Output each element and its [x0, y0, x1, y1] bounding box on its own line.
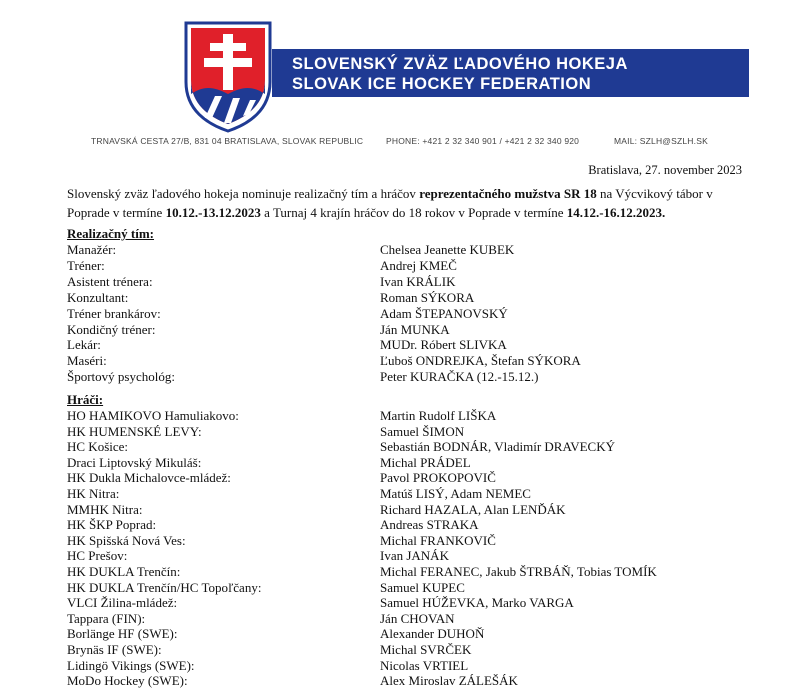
address-text: TRNAVSKÁ CESTA 27/B, 831 04 BRATISLAVA, SLOVAK REPUBLIC	[91, 136, 364, 146]
player-club: Draci Liptovský Mikuláš:	[67, 454, 202, 470]
mail-text: MAIL: SZLH@SZLH.SK	[614, 136, 708, 146]
staff-name: MUDr. Róbert SLIVKA	[380, 337, 507, 353]
player-row	[67, 439, 747, 455]
player-club: HO HAMIKOVO Hamuliakovo:	[67, 408, 239, 423]
staff-row	[67, 353, 747, 369]
staff-role: Športový psychológ:	[67, 369, 175, 385]
staff-role: Asistent trénera:	[67, 273, 153, 289]
player-names: Michal PRÁDEL	[380, 454, 471, 470]
player-club: Brynäs IF (SWE):	[67, 642, 162, 657]
player-row	[67, 517, 747, 533]
player-names: Michal FRANKOVIČ	[380, 532, 496, 548]
player-names: Michal FERANEC, Jakub ŠTRBÁŇ, Tobias TOMÍK	[380, 564, 657, 579]
player-names: Andreas STRAKA	[380, 517, 479, 533]
staff-row	[67, 258, 747, 274]
player-club: Lidingö Vikings (SWE):	[67, 657, 195, 673]
player-club: Borlänge HF (SWE):	[67, 626, 178, 642]
staff-name: Chelsea Jeanette KUBEK	[380, 242, 515, 257]
player-row	[67, 564, 747, 580]
intro-text-1: Slovenský zväz ľadového hokeja nominuje realizačný tím a hráčov	[67, 186, 420, 201]
staff-row	[67, 369, 747, 385]
phone-text: PHONE: +421 2 32 340 901 / +421 2 32 340 920	[386, 136, 580, 146]
staff-heading: Realizačný tím:	[67, 226, 155, 241]
staff-name: Andrej KMEČ	[380, 257, 457, 273]
player-row	[67, 580, 747, 596]
staff-role: Konzultant:	[67, 289, 129, 305]
player-names: Samuel HÚŽEVKA, Marko VARGA	[380, 595, 574, 611]
player-club: HK DUKLA Trenčín/HC Topoľčany:	[67, 579, 262, 595]
intro-text-3: a Turnaj 4 krajín hráčov do 18 rokov v Poprade v termíne	[260, 205, 567, 220]
player-club: HC Košice:	[67, 439, 129, 455]
federation-title-sk: SLOVENSKÝ ZVÄZ ĽADOVÉHO HOKEJA	[292, 55, 628, 73]
staff-name: Ľuboš ONDREJKA, Štefan SÝKORA	[380, 353, 581, 369]
player-names: Alex Miroslav ZÁLEŠÁK	[380, 673, 518, 689]
intro-team-name: reprezentačného mužstva SR 18	[419, 186, 597, 201]
federation-title-en: SLOVAK ICE HOCKEY FEDERATION	[292, 75, 592, 93]
staff-row	[67, 290, 747, 306]
player-row	[67, 548, 747, 564]
staff-role: Maséri:	[67, 353, 107, 369]
player-names: Michal SVRČEK	[380, 642, 472, 657]
player-club: Tappara (FIN):	[67, 610, 146, 626]
staff-role: Tréner brankárov:	[67, 305, 161, 321]
staff-role: Manažér:	[67, 242, 117, 257]
player-club: HK Nitra:	[67, 486, 120, 501]
player-club: HK Dukla Michalovce-mládež:	[67, 470, 231, 486]
player-names: Sebastián BODNÁR, Vladimír DRAVECKÝ	[380, 439, 615, 455]
staff-row	[67, 322, 747, 338]
intro-text-2: na Výcvikový tábor v Poprade v termíne	[67, 186, 713, 220]
player-row	[67, 611, 747, 627]
player-names: Pavol PROKOPOVIČ	[380, 470, 496, 486]
player-club: HK ŠKP Poprad:	[67, 517, 157, 533]
player-club: HK HUMENSKÉ LEVY:	[67, 423, 202, 439]
player-row	[67, 502, 747, 518]
staff-name: Ján MUNKA	[380, 321, 450, 337]
intro-camp-dates: 10.12.-13.12.2023	[165, 205, 261, 220]
staff-row	[67, 274, 747, 290]
player-names: Martin Rudolf LIŠKA	[380, 408, 497, 423]
player-row	[67, 533, 747, 549]
player-names: Samuel KUPEC	[380, 579, 465, 595]
player-names: Richard HAZALA, Alan LENĎÁK	[380, 501, 566, 517]
staff-row	[67, 242, 747, 258]
player-row	[67, 642, 747, 658]
player-row	[67, 595, 747, 611]
player-club: HK Spišská Nová Ves:	[67, 532, 186, 548]
intro-tournament-dates: 14.12.-16.12.2023.	[566, 205, 666, 220]
staff-name: Ivan KRÁLIK	[380, 273, 456, 289]
player-club: HK DUKLA Trenčín:	[67, 564, 181, 579]
staff-row	[67, 306, 747, 322]
player-club: MoDo Hockey (SWE):	[67, 673, 188, 689]
player-row	[67, 470, 747, 486]
player-club: VLCI Žilina-mládež:	[67, 595, 178, 611]
player-row	[67, 673, 747, 689]
staff-name: Adam ŠTEPANOVSKÝ	[380, 305, 508, 321]
double-cross-shield-logo	[183, 20, 273, 133]
players-heading: Hráči:	[67, 392, 104, 407]
staff-name: Roman SÝKORA	[380, 289, 475, 305]
staff-role: Kondičný tréner:	[67, 321, 156, 337]
player-club: HC Prešov:	[67, 548, 128, 564]
player-row	[67, 455, 747, 471]
player-row	[67, 408, 747, 424]
staff-row	[67, 337, 747, 353]
staff-role: Lekár:	[67, 337, 101, 353]
staff-role: Tréner:	[67, 257, 105, 273]
player-club: MMHK Nitra:	[67, 501, 143, 517]
player-names: Matúš LISÝ, Adam NEMEC	[380, 486, 531, 501]
player-names: Samuel ŠIMON	[380, 423, 465, 439]
player-row	[67, 486, 747, 502]
player-row	[67, 424, 747, 440]
staff-name: Peter KURAČKA (12.-15.12.)	[380, 369, 539, 385]
intro-paragraph	[67, 184, 757, 222]
player-row	[67, 658, 747, 674]
player-names: Ján CHOVAN	[380, 610, 455, 626]
player-names: Alexander DUHOŇ	[380, 626, 485, 642]
federation-banner	[272, 49, 749, 97]
player-names: Nicolas VRTIEL	[380, 657, 469, 673]
player-row	[67, 626, 747, 642]
document-date: Bratislava, 27. november 2023	[588, 163, 742, 177]
player-names: Ivan JANÁK	[380, 548, 449, 564]
